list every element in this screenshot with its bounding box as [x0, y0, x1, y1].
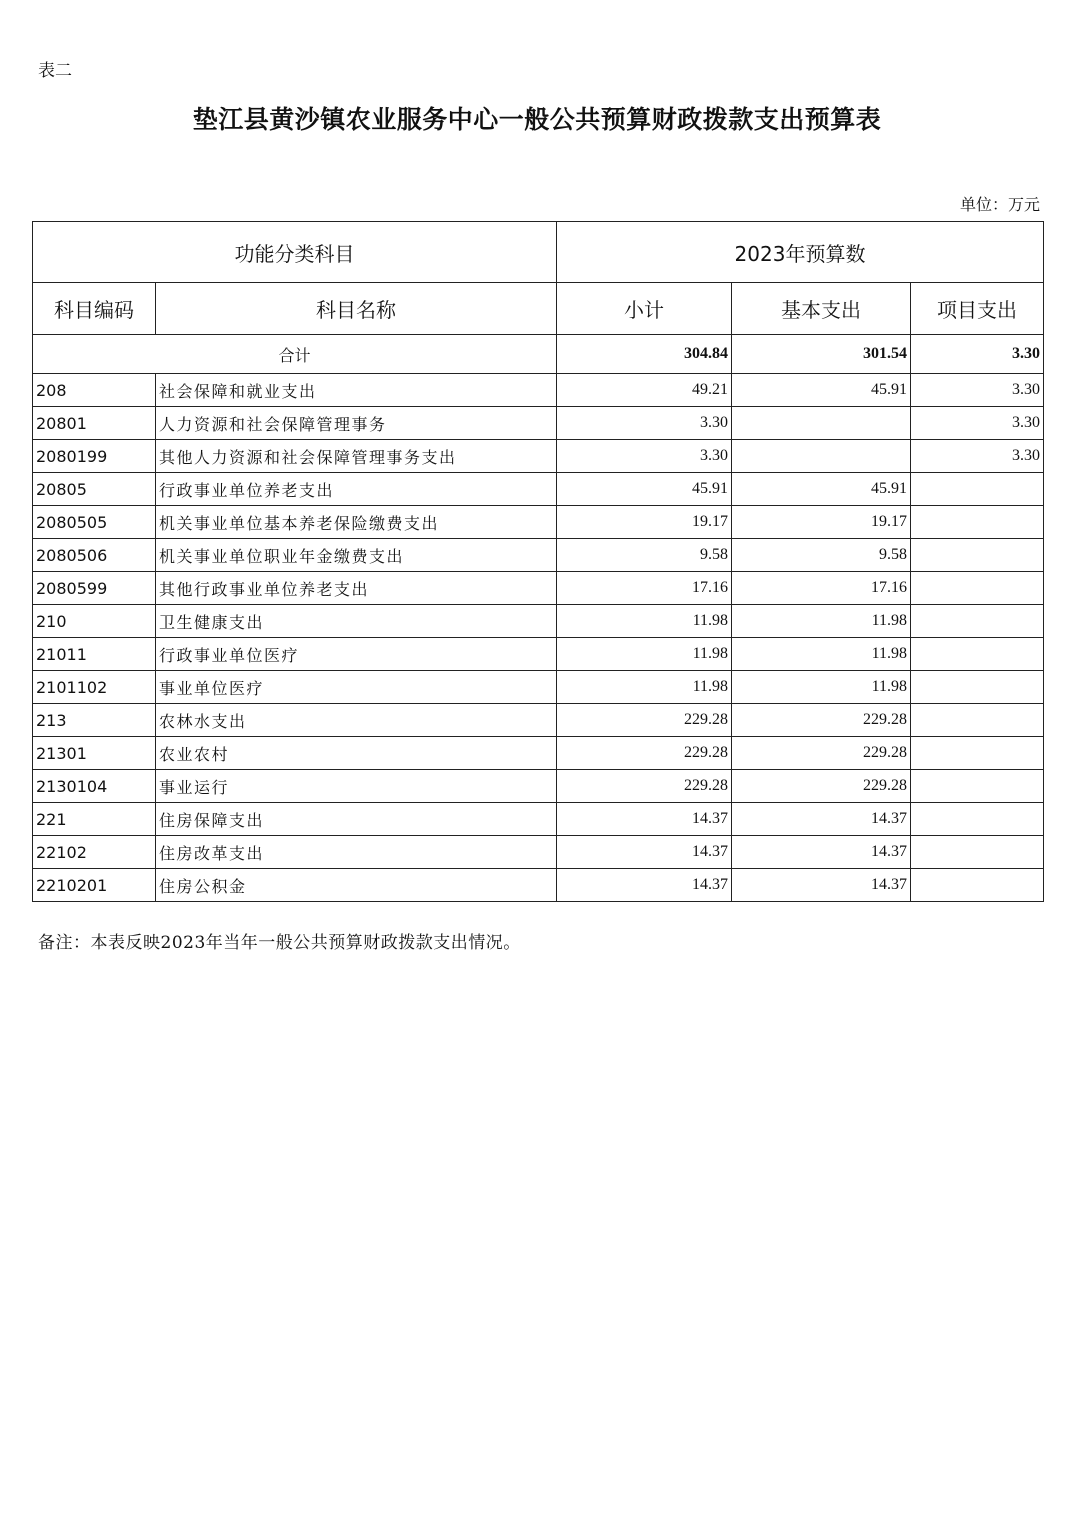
row-code: 21301	[33, 737, 156, 770]
row-project	[911, 638, 1044, 671]
row-basic: 45.91	[732, 374, 911, 407]
row-project	[911, 869, 1044, 902]
row-code: 208	[33, 374, 156, 407]
row-basic: 229.28	[732, 704, 911, 737]
row-name: 住房保障支出	[156, 803, 557, 836]
row-basic: 229.28	[732, 770, 911, 803]
row-project	[911, 671, 1044, 704]
subtotal-column-header: 小计	[557, 283, 732, 335]
row-code: 221	[33, 803, 156, 836]
table-row	[33, 704, 1044, 737]
table-row	[33, 473, 1044, 506]
total-label: 合计	[33, 335, 557, 374]
row-subtotal: 229.28	[557, 770, 732, 803]
row-code: 2080506	[33, 539, 156, 572]
row-name: 农林水支出	[156, 704, 557, 737]
row-name: 其他行政事业单位养老支出	[156, 572, 557, 605]
table-row	[33, 374, 1044, 407]
row-name: 住房公积金	[156, 869, 557, 902]
row-name: 事业运行	[156, 770, 557, 803]
row-subtotal: 14.37	[557, 803, 732, 836]
row-basic: 14.37	[732, 803, 911, 836]
row-name: 卫生健康支出	[156, 605, 557, 638]
row-project	[911, 605, 1044, 638]
row-code: 2210201	[33, 869, 156, 902]
row-code: 213	[33, 704, 156, 737]
row-name: 住房改革支出	[156, 836, 557, 869]
row-name: 行政事业单位养老支出	[156, 473, 557, 506]
table-row	[33, 572, 1044, 605]
table-row	[33, 737, 1044, 770]
row-subtotal: 45.91	[557, 473, 732, 506]
total-basic: 301.54	[732, 335, 911, 374]
row-name: 行政事业单位医疗	[156, 638, 557, 671]
row-code: 2080199	[33, 440, 156, 473]
table-row	[33, 440, 1044, 473]
row-subtotal: 49.21	[557, 374, 732, 407]
unit-label: 单位：万元	[959, 195, 1040, 214]
table-row	[33, 869, 1044, 902]
table-label: 表二	[38, 61, 72, 81]
row-project	[911, 803, 1044, 836]
row-code: 2130104	[33, 770, 156, 803]
row-project	[911, 539, 1044, 572]
row-project	[911, 704, 1044, 737]
row-name: 机关事业单位基本养老保险缴费支出	[156, 506, 557, 539]
row-name: 机关事业单位职业年金缴费支出	[156, 539, 557, 572]
row-subtotal: 229.28	[557, 704, 732, 737]
row-project	[911, 473, 1044, 506]
row-basic: 9.58	[732, 539, 911, 572]
project-column-header: 项目支出	[911, 283, 1044, 335]
row-basic: 14.37	[732, 869, 911, 902]
row-project: 3.30	[911, 407, 1044, 440]
table-row	[33, 671, 1044, 704]
row-name: 其他人力资源和社会保障管理事务支出	[156, 440, 557, 473]
row-name: 事业单位医疗	[156, 671, 557, 704]
row-code: 2080599	[33, 572, 156, 605]
table-row	[33, 605, 1044, 638]
row-subtotal: 19.17	[557, 506, 732, 539]
row-subtotal: 11.98	[557, 605, 732, 638]
table-row	[33, 407, 1044, 440]
table-row	[33, 539, 1044, 572]
row-basic	[732, 440, 911, 473]
row-name: 人力资源和社会保障管理事务	[156, 407, 557, 440]
functional-category-header: 功能分类科目	[33, 222, 557, 283]
row-project	[911, 506, 1044, 539]
row-basic: 14.37	[732, 836, 911, 869]
row-code: 22102	[33, 836, 156, 869]
row-basic: 45.91	[732, 473, 911, 506]
row-subtotal: 9.58	[557, 539, 732, 572]
row-code: 20805	[33, 473, 156, 506]
table-row	[33, 638, 1044, 671]
total-project: 3.30	[911, 335, 1044, 374]
row-basic: 19.17	[732, 506, 911, 539]
row-project	[911, 836, 1044, 869]
row-code: 2080505	[33, 506, 156, 539]
row-basic: 11.98	[732, 671, 911, 704]
row-basic: 11.98	[732, 605, 911, 638]
row-subtotal: 11.98	[557, 671, 732, 704]
row-basic: 17.16	[732, 572, 911, 605]
table-row	[33, 506, 1044, 539]
row-code: 21011	[33, 638, 156, 671]
total-subtotal: 304.84	[557, 335, 732, 374]
row-code: 210	[33, 605, 156, 638]
row-basic: 229.28	[732, 737, 911, 770]
total-row	[33, 335, 1044, 374]
table-row	[33, 836, 1044, 869]
row-project	[911, 770, 1044, 803]
row-subtotal: 14.37	[557, 869, 732, 902]
name-column-header: 科目名称	[156, 283, 557, 335]
row-project: 3.30	[911, 440, 1044, 473]
page-title: 垫江县黄沙镇农业服务中心一般公共预算财政拨款支出预算表	[192, 105, 882, 134]
budget-table	[32, 221, 1044, 902]
row-subtotal: 14.37	[557, 836, 732, 869]
row-basic	[732, 407, 911, 440]
row-project: 3.30	[911, 374, 1044, 407]
row-code: 2101102	[33, 671, 156, 704]
row-name: 农业农村	[156, 737, 557, 770]
code-column-header: 科目编码	[33, 283, 156, 335]
row-subtotal: 229.28	[557, 737, 732, 770]
row-project	[911, 572, 1044, 605]
basic-column-header: 基本支出	[732, 283, 911, 335]
footnote: 备注：本表反映2023年当年一般公共预算财政拨款支出情况。	[38, 933, 521, 953]
row-project	[911, 737, 1044, 770]
row-subtotal: 3.30	[557, 407, 732, 440]
row-subtotal: 11.98	[557, 638, 732, 671]
budget-year-header: 2023年预算数	[557, 222, 1044, 283]
table-row	[33, 770, 1044, 803]
table-row	[33, 803, 1044, 836]
row-subtotal: 3.30	[557, 440, 732, 473]
row-subtotal: 17.16	[557, 572, 732, 605]
row-name: 社会保障和就业支出	[156, 374, 557, 407]
row-code: 20801	[33, 407, 156, 440]
row-basic: 11.98	[732, 638, 911, 671]
